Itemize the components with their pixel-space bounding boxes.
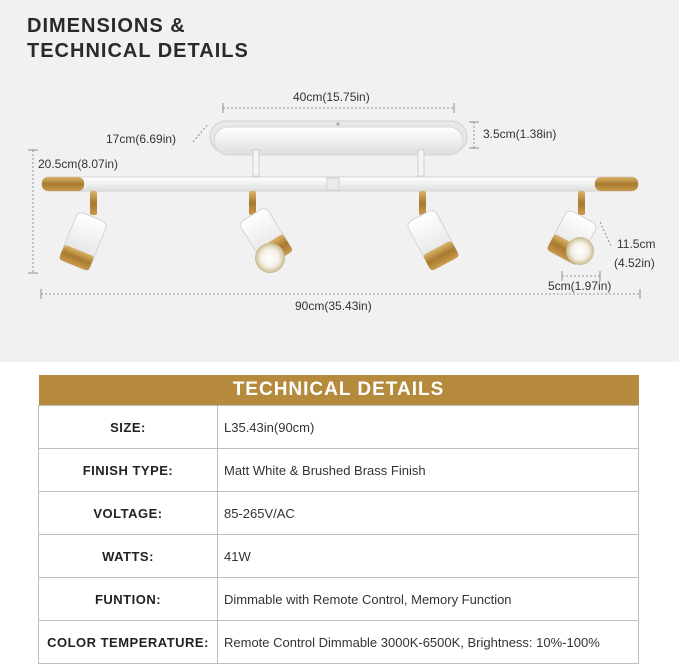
row-value: 41W — [218, 535, 639, 578]
spotlight-2 — [238, 191, 293, 273]
table-row — [39, 621, 639, 664]
table-row — [39, 492, 639, 535]
table-row — [39, 535, 639, 578]
dim-spot-diameter: 5cm(1.97in) — [548, 279, 612, 293]
row-label: FINISH TYPE: — [39, 449, 218, 492]
row-label: WATTS: — [39, 535, 218, 578]
table-row — [39, 406, 639, 449]
table-header-row — [39, 375, 639, 406]
dim-base-height: 3.5cm(1.38in) — [483, 127, 557, 141]
spotlight-4 — [546, 191, 598, 266]
row-value: Matt White & Brushed Brass Finish — [218, 449, 639, 492]
table-title: TECHNICAL DETAILS — [39, 375, 639, 406]
canopy-stem-left — [253, 150, 259, 176]
row-value: Remote Control Dimmable 3000K-6500K, Brightness: 10%-100% — [218, 621, 639, 664]
dim-spot-height-2: (4.52in) — [614, 256, 655, 270]
row-label: FUNTION: — [39, 578, 218, 621]
row-value: L35.43in(90cm) — [218, 406, 639, 449]
row-label: VOLTAGE: — [39, 492, 218, 535]
spotlight-1 — [59, 191, 108, 271]
track-bar — [42, 177, 638, 191]
dim-total-height: 20.5cm(8.07in) — [38, 157, 119, 171]
title-line-1: DIMENSIONS & — [27, 15, 186, 37]
dim-total-length: 90cm(35.43in) — [295, 299, 372, 313]
table-row — [39, 449, 639, 492]
row-value: Dimmable with Remote Control, Memory Function — [218, 578, 639, 621]
dim-base-width: 17cm(6.69in) — [106, 132, 177, 146]
technical-details-table — [38, 375, 639, 664]
spotlight-3 — [406, 191, 460, 271]
row-label: COLOR TEMPERATURE: — [39, 621, 218, 664]
title-line-2: TECHNICAL DETAILS — [27, 40, 249, 62]
dim-spot-height-1: 11.5cm — [617, 237, 656, 251]
table-row — [39, 578, 639, 621]
row-label: SIZE: — [39, 406, 218, 449]
row-value: 85-265V/AC — [218, 492, 639, 535]
dim-base-length: 40cm(15.75in) — [293, 90, 370, 104]
canopy-stem-right — [418, 150, 424, 176]
ceiling-canopy — [210, 121, 467, 155]
